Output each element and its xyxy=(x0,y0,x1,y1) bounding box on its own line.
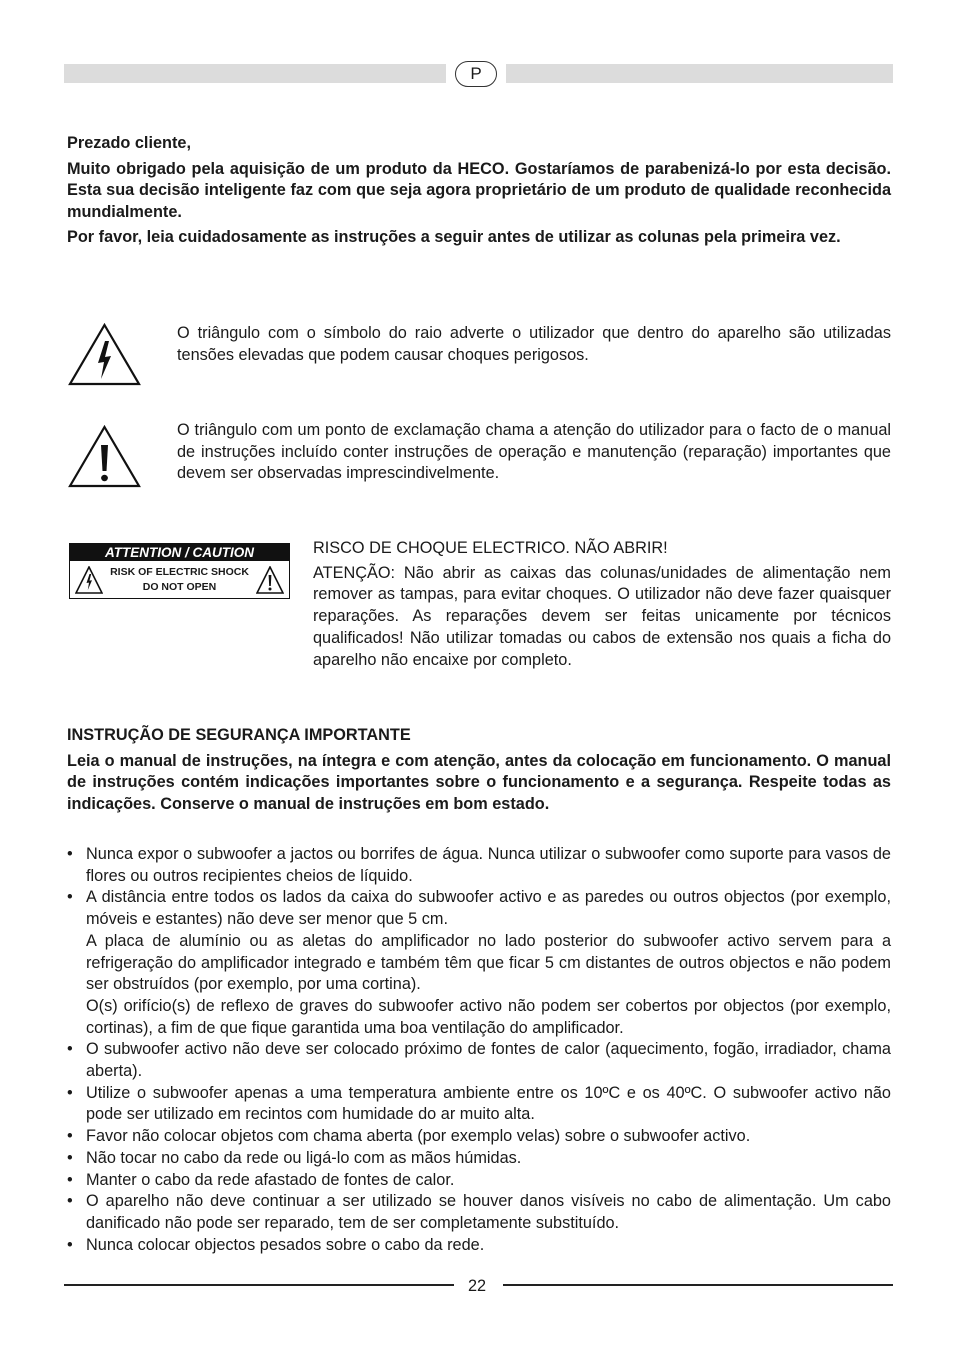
header-bar-left xyxy=(64,64,446,83)
exclamation-icon xyxy=(256,566,284,594)
list-item xyxy=(67,887,891,1039)
caution-label-body xyxy=(106,565,253,595)
lightning-icon xyxy=(75,566,103,594)
caution-label-line2: DO NOT OPEN xyxy=(142,581,217,593)
language-badge: P xyxy=(455,61,497,87)
bullet-text: Nunca expor o subwoofer a jactos ou borrifes de água. Nunca utilizar o subwoofer como suporte para vasos de flores ou outros recipientes cheios de líquido. xyxy=(86,845,891,885)
caution-label-line1: RISK OF ELECTRIC SHOCK xyxy=(110,566,249,578)
thanks-paragraph: Muito obrigado pela aquisição de um produto da HECO. Gostaríamos de parabenizá-lo por esta decisão. Esta sua decisão inteligente faz com que seja agora proprietário de um produto de qualidade reconhecida mundialmente. xyxy=(67,159,891,222)
caution-section xyxy=(313,538,891,671)
safety-bullet-list xyxy=(67,844,891,1256)
bullet-text: Não tocar no cabo da rede ou ligá-lo com as mãos húmidas. xyxy=(86,1148,522,1167)
bullet-text: Utilize o subwoofer apenas a uma temperatura ambiente entre os 10ºC e os 40ºC. O subwoofer activo não pode ser utilizado em recintos com humidade do ar muito alta. xyxy=(86,1083,891,1124)
bullet-text: Favor não colocar objetos com chama aberta (por exemplo velas) sobre o subwoofer activo. xyxy=(86,1127,751,1146)
caution-label-header: ATTENTION / CAUTION xyxy=(70,544,289,561)
header-bar-right xyxy=(506,64,893,83)
list-item xyxy=(67,844,891,887)
intro-section xyxy=(67,133,891,250)
bullet-text: Nunca colocar objectos pesados sobre o cabo da rede. xyxy=(86,1235,485,1254)
list-item xyxy=(67,1235,891,1257)
lightning-warning-text: O triângulo com o símbolo do raio adverte o utilizador que dentro do aparelho são utilizadas tensões elevadas que podem causar choques perigosos. xyxy=(177,324,891,364)
list-item xyxy=(67,1191,891,1234)
caution-title: RISCO DE CHOQUE ELECTRICO. NÃO ABRIR! xyxy=(313,539,668,557)
list-item xyxy=(67,1126,891,1148)
greeting: Prezado cliente, xyxy=(67,134,191,152)
bullet-text: O subwoofer activo não deve ser colocado próximo de fontes de calor (aquecimento, fogão, irradiador, chama aberta). xyxy=(86,1040,891,1081)
caution-body: ATENÇÃO: Não abrir as caixas das colunas/unidades de alimentação nem remover as tampas, para evitar choques. O utilizador não deve fazer quaisquer reparações. As reparações devem ser feitas unicamente por técnicos qualificados! Não utilizar tomadas ou cabos de extensão nos quais a ficha do aparelho não encaixe por completo. xyxy=(313,563,891,669)
bullet-text: Manter o cabo da rede afastado de fontes de calor. xyxy=(86,1170,455,1189)
safety-intro: Leia o manual de instruções, na íntegra e com atenção, antes da colocação em funcionamento. O manual de instruções contém indicações importantes sobre o funcionamento e a segurança. Respeite todas as indicações. Conserve o manual de instruções em bom estado. xyxy=(67,751,891,814)
footer-line-left xyxy=(64,1284,454,1286)
request-paragraph: Por favor, leia cuidadosamente as instruções a seguir antes de utilizar as colunas pela primeira vez. xyxy=(67,227,841,246)
bullet-text: O aparelho não deve continuar a ser utilizado se houver danos visíveis no cabo de alimentação. Um cabo danificado não pode ser reparado, tem de ser completamente substituído. xyxy=(86,1192,891,1232)
safety-heading: INSTRUÇÃO DE SEGURANÇA IMPORTANTE xyxy=(67,726,411,744)
list-item xyxy=(67,1083,891,1126)
list-item xyxy=(67,1170,891,1192)
lightning-warning-icon xyxy=(68,323,141,386)
bullet-text: • A distância entre todos os lados da caixa do subwoofer activo e as paredes ou outros objectos (por exemplo, móveis e estantes) não deve ser menor que 5 cm. xyxy=(86,888,891,929)
bullet-extra-text: A placa de alumínio ou as aletas do amplificador no lado posterior do subwoofer activo servem para a refrigeração do amplificador integrado e também têm que ficar 5 cm distantes de outros objectos e não podem ser obstruídos (por exemplo, por uma cortina). xyxy=(86,931,891,994)
exclamation-warning-text: O triângulo com um ponto de exclamação chama a atenção do utilizador para o facto de o manual de instruções incluído conter instruções de operação e manutenção (reparação) importantes que devem ser observadas imprescindivelmente. xyxy=(177,421,891,483)
list-item xyxy=(67,1148,891,1170)
footer-line-right xyxy=(503,1284,893,1286)
caution-label xyxy=(69,543,290,599)
page-number: 22 xyxy=(467,1277,487,1295)
list-item xyxy=(67,1039,891,1082)
bullet-extra-text: O(s) orifício(s) de reflexo de graves do subwoofer activo não podem ser cobertos por objectos (por exemplo, cortinas), a fim de que fique garantida uma boa ventilação do amplificador. xyxy=(86,996,891,1037)
safety-section xyxy=(67,725,891,816)
exclamation-warning-icon xyxy=(68,425,141,488)
